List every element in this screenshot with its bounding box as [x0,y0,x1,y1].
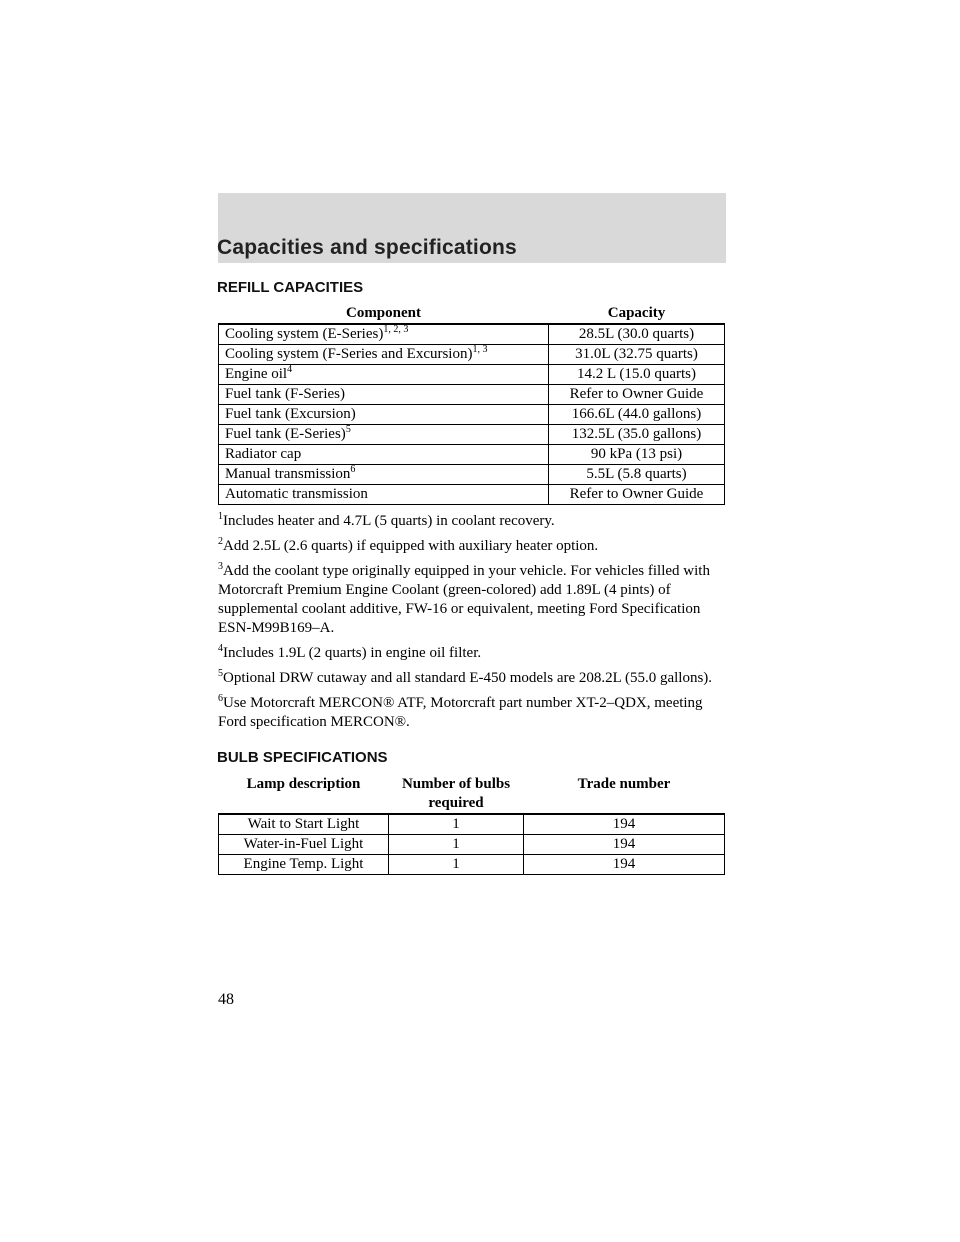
footnote-number: 2 [218,536,223,547]
footnote [218,669,728,688]
page-number: 48 [218,991,234,1008]
capacity-cell: Refer to Owner Guide [549,485,725,505]
component-cell [219,324,549,345]
footnote-text: Add the coolant type originally equipped in your vehicle. For vehicles filled with Motorcraft Premium Engine Coolant (green-colored) add 1.89L (4 pints) of supplemental coolant additive, FW-16 or equivalent, meeting Ford Specification ESN-M99B169–A. [218,563,710,636]
bulb-count-cell: 1 [389,855,524,875]
component-name: Automatic transmission [225,486,368,502]
footnote-reference: 6 [350,464,356,475]
bulb-count-cell: 1 [389,835,524,855]
table-row [219,324,725,345]
component-name: Radiator cap [225,446,302,462]
component-name: Fuel tank (E-Series) [225,426,346,442]
component-cell [219,405,549,425]
capacity-cell: 28.5L (30.0 quarts) [549,324,725,345]
table-row [219,814,725,835]
bulb-specifications-heading: BULB SPECIFICATIONS [217,749,388,766]
table-row [219,485,725,505]
table-row [219,365,725,385]
component-cell [219,365,549,385]
footnote [218,562,728,638]
footnote-number: 5 [218,668,223,679]
table-row [219,855,725,875]
capacity-cell: 31.0L (32.75 quarts) [549,345,725,365]
footnote-number: 6 [218,693,223,704]
lamp-description-cell: Engine Temp. Light [219,855,389,875]
table-header-row [219,303,725,324]
component-name: Fuel tank (F-Series) [225,386,345,402]
component-name: Fuel tank (Excursion) [225,406,356,422]
component-name: Cooling system (F-Series and Excursion) [225,346,473,362]
component-name: Engine oil [225,366,288,382]
footnote [218,694,728,732]
footnote-reference: 5 [345,424,351,435]
column-header-number-of-bulbs: Number of bulbs required [389,773,524,814]
trade-number-cell: 194 [524,814,725,835]
footnote-number: 3 [218,561,223,572]
column-header-component: Component [219,303,549,324]
footnote-text: Includes 1.9L (2 quarts) in engine oil filter. [223,645,482,661]
footnote [218,512,728,531]
footnote-reference: 1, 3 [472,344,488,355]
component-cell [219,445,549,465]
column-header-capacity: Capacity [549,303,725,324]
column-header-lamp-description: Lamp description [219,773,389,814]
capacity-cell: 14.2 L (15.0 quarts) [549,365,725,385]
footnote-number: 1 [218,511,223,522]
lamp-description-cell: Water-in-Fuel Light [219,835,389,855]
component-cell [219,465,549,485]
table-row [219,385,725,405]
component-cell [219,345,549,365]
table-header-row [219,773,725,814]
footnote-text: Use Motorcraft MERCON® ATF, Motorcraft part number XT-2–QDX, meeting Ford specification MERCON®. [218,695,703,730]
footnote-reference: 1, 2, 3 [383,324,409,335]
lamp-description-cell: Wait to Start Light [219,814,389,835]
column-header-trade-number: Trade number [524,773,725,814]
bulb-specifications-table [218,773,725,875]
footnote-number: 4 [218,643,223,654]
component-cell [219,485,549,505]
footnotes [218,512,728,738]
component-cell [219,385,549,405]
footnote [218,537,728,556]
footnote-text: Add 2.5L (2.6 quarts) if equipped with auxiliary heater option. [223,538,599,554]
component-name: Manual transmission [225,466,351,482]
capacity-cell: 90 kPa (13 psi) [549,445,725,465]
footnote-reference: 4 [287,364,293,375]
component-cell [219,425,549,445]
table-row [219,425,725,445]
table-row [219,445,725,465]
table-row [219,345,725,365]
refill-capacities-table [218,303,725,505]
capacity-cell: 5.5L (5.8 quarts) [549,465,725,485]
footnote [218,644,728,663]
page-title: Capacities and specifications [217,236,517,259]
capacity-cell: Refer to Owner Guide [549,385,725,405]
footnote-text: Optional DRW cutaway and all standard E-450 models are 208.2L (55.0 gallons). [223,670,713,686]
bulb-count-cell: 1 [389,814,524,835]
table-row [219,835,725,855]
capacity-cell: 132.5L (35.0 gallons) [549,425,725,445]
table-row [219,405,725,425]
table-row [219,465,725,485]
trade-number-cell: 194 [524,855,725,875]
refill-capacities-heading: REFILL CAPACITIES [217,279,364,296]
trade-number-cell: 194 [524,835,725,855]
component-name: Cooling system (E-Series) [225,326,384,342]
capacity-cell: 166.6L (44.0 gallons) [549,405,725,425]
footnote-text: Includes heater and 4.7L (5 quarts) in coolant recovery. [223,513,555,529]
